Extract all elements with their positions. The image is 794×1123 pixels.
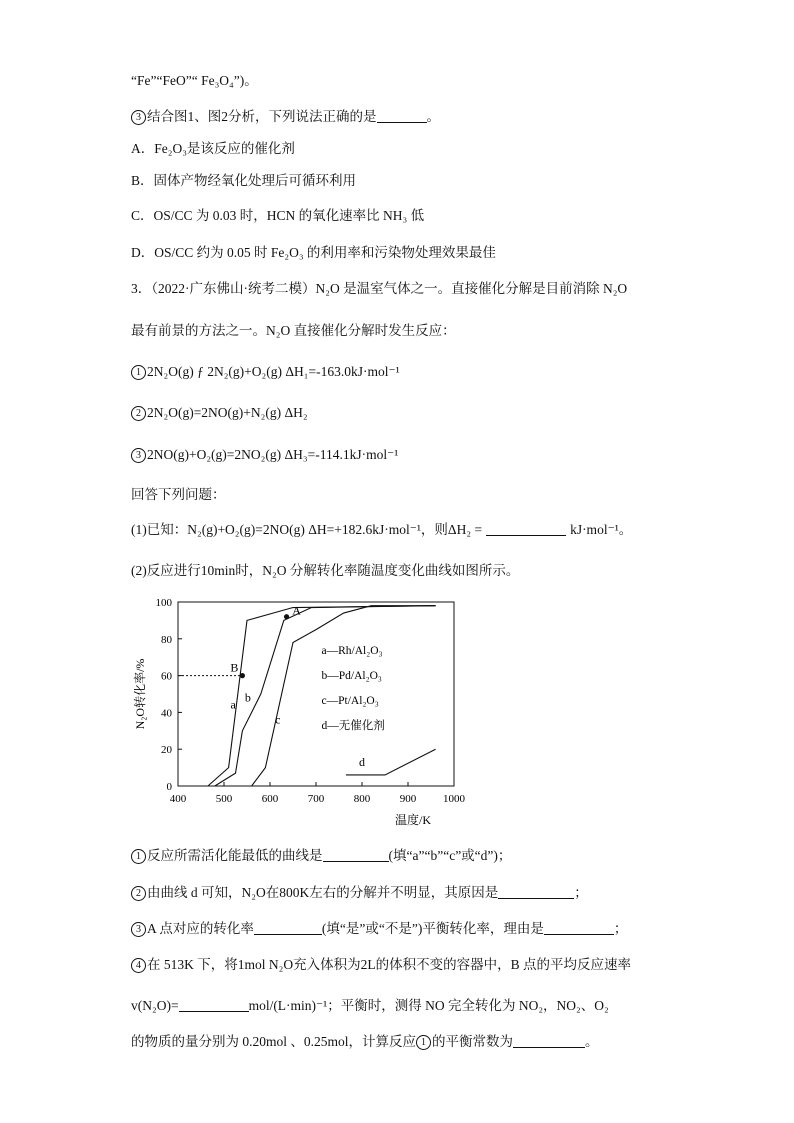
answer-blank[interactable] [179, 997, 249, 1012]
circled-number: 1 [131, 849, 146, 864]
text-line: 回答下列问题： [131, 487, 226, 502]
text-fragment: 在 513K 下，将1mol N₂O充入体积为2L的体积不变的容器中，B 点的平均反应速率 [147, 957, 631, 972]
y-tick-label: 40 [161, 707, 172, 720]
legend-entry: b—Pd/Al₂O₃ [321, 670, 382, 682]
question-3-heading: 3．（2022·广东佛山·统考二模）N₂O 是温室气体之一。直接催化分解是目前消除 N₂O [131, 281, 628, 296]
text-fragment: 由曲线 d 可知，N₂O在800K左右的分解并不明显，其原因是 [147, 885, 499, 900]
x-axis-label: 温度/K [394, 813, 431, 827]
text-fragment: (填“是”或“不是”)平衡转化率，理由是 [321, 921, 544, 936]
text-fragment: A 点对应的转化率 [147, 921, 254, 936]
option-c: C．OS/CC 为 0.03 时，HCN 的氧化速率比 NH₃ 低 [131, 208, 425, 223]
answer-blank[interactable] [377, 108, 427, 123]
series-label-b: b [244, 690, 251, 705]
y-tick-label: 0 [166, 781, 172, 793]
text-fragment: 反应所需活化能最低的曲线是 [147, 848, 323, 863]
reaction-text: 2N₂O(g) ƒ 2N₂(g)+O₂(g) ΔH₁=-163.0kJ·mol⁻¹ [147, 364, 400, 379]
text-fragment: mol/(L·min)⁻¹；平衡时，测得 NO 完全转化为 NO₂，NO₂、O₂ [248, 998, 609, 1013]
text-line: 最有前景的方法之一。N₂O 直接催化分解时发生反应： [131, 323, 456, 338]
x-tick-label: 600 [261, 793, 279, 805]
circled-number: 3 [131, 922, 146, 937]
circled-number: 3 [131, 110, 146, 125]
sub-question-3 [131, 920, 627, 938]
sub-question-2 [131, 884, 588, 902]
series-label-d: d [359, 754, 365, 769]
part-1 [131, 521, 632, 539]
legend-entry: c—Pt/Al₂O₃ [321, 695, 379, 707]
circled-number: 2 [131, 886, 146, 901]
x-tick-label: 700 [307, 793, 325, 805]
text-line: “Fe”“FeO”“ Fe₃O₄”)。 [131, 73, 258, 88]
reaction-1 [131, 363, 400, 381]
series-label-a: a [230, 697, 236, 712]
x-tick-label: 900 [399, 793, 417, 805]
text-fragment: 。 [585, 1034, 599, 1049]
point-label-a: A [292, 603, 301, 618]
conversion-chart [130, 590, 465, 834]
option-b: B．固体产物经氧化处理后可循环利用 [131, 173, 357, 188]
sub-question-4-line-3 [131, 1033, 599, 1051]
circled-number: 1 [416, 1035, 431, 1050]
option-d: D．OS/CC 约为 0.05 时 Fe₂O₃ 的利用率和污染物处理效果最佳 [131, 245, 496, 260]
reaction-text: 2NO(g)+O₂(g)=2NO₂(g) ΔH₃=-114.1kJ·mol⁻¹ [147, 447, 399, 462]
circled-number: 3 [131, 448, 146, 463]
answer-blank[interactable] [498, 884, 574, 899]
answer-blank[interactable] [323, 847, 389, 862]
x-tick-label: 800 [353, 793, 371, 805]
sub-question-1 [131, 847, 511, 865]
series-label-c: c [275, 712, 281, 727]
text-fragment: 结合图1、图2分析，下列说法正确的是 [147, 109, 377, 124]
reaction-2 [131, 404, 308, 422]
point-a [284, 614, 289, 619]
text-fragment: kJ·mol⁻¹。 [570, 522, 633, 537]
circled-number: 2 [131, 406, 146, 421]
text-fragment: 。 [426, 109, 440, 124]
x-tick-label: 500 [215, 793, 233, 805]
x-tick-label: 1000 [443, 793, 465, 805]
text-fragment: ； [613, 921, 628, 936]
circled-number: 4 [131, 958, 146, 973]
text-fragment: (填“a”“b”“c”或“d”)； [388, 848, 512, 863]
answer-blank[interactable] [544, 920, 614, 935]
y-tick-label: 80 [161, 633, 172, 646]
x-tick-label: 400 [169, 793, 187, 805]
option-a: A．Fe₂O₃是该反应的催化剂 [131, 141, 295, 156]
part-2: (2)反应进行10min时，N₂O 分解转化率随温度变化曲线如图所示。 [131, 563, 520, 578]
text-fragment: 的物质的量分别为 0.20mol 、0.25mol，计算反应 [131, 1034, 417, 1049]
point-label-b: B [230, 660, 239, 675]
legend-entry: a—Rh/Al₂O₃ [321, 645, 383, 657]
point-b [240, 673, 245, 678]
text-fragment: 的平衡常数为 [432, 1034, 514, 1049]
y-tick-label: 100 [155, 597, 172, 609]
reaction-3 [131, 446, 398, 464]
sub-question-4-line-2 [131, 997, 609, 1015]
answer-blank[interactable] [254, 920, 322, 935]
text-fragment: (1)已知：N₂(g)+O₂(g)=2NO(g) ΔH=+182.6kJ·mol⁻¹，则ΔH₂ = [131, 522, 483, 537]
legend-entry: d—无催化剂 [321, 720, 385, 732]
sub-question-4 [131, 956, 631, 974]
answer-blank[interactable] [486, 521, 566, 536]
text-fragment: v(N₂O)= [131, 998, 179, 1013]
question-item [131, 108, 440, 126]
circled-number: 1 [131, 365, 146, 380]
answer-blank[interactable] [513, 1033, 585, 1048]
y-tick-label: 60 [161, 670, 172, 683]
y-tick-label: 20 [161, 744, 172, 757]
reaction-text: 2N₂O(g)=2NO(g)+N₂(g) ΔH₂ [147, 405, 308, 420]
text-fragment: ； [574, 885, 588, 900]
y-axis-label: N₂O转化率/% [133, 658, 147, 730]
